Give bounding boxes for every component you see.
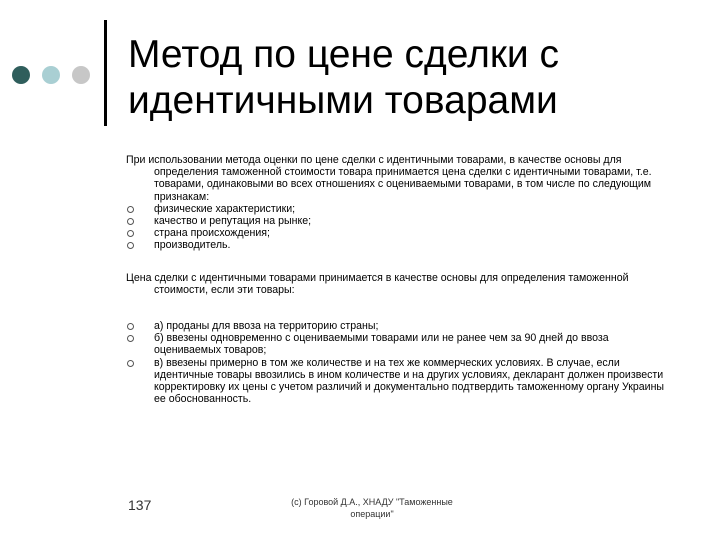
features-list — [126, 203, 666, 252]
footer-credit: (с) Горовой Д.А., ХНАДУ "Таможенные операции" — [291, 497, 453, 519]
conditions-intro: Цена сделки с идентичными товарами принимается в качестве основы для определения таможенной стоимости, если эти товары: — [126, 271, 629, 296]
bullet-icon — [127, 323, 134, 330]
dot-dark-teal — [12, 66, 30, 84]
slide-body — [126, 154, 666, 405]
list-item-text: страна происхождения; — [154, 227, 270, 240]
list-item — [126, 357, 666, 406]
page-number: 137 — [128, 497, 152, 513]
list-item-text: физические характеристики; — [154, 202, 296, 215]
bullet-icon — [127, 242, 134, 249]
title-divider — [104, 20, 107, 126]
intro-paragraph: При использовании метода оценки по цене сделки с идентичными товарами, в качестве основы для определения таможенной стоимости товара принимается цена сделки с идентичными товарами, т.е. товарами, одинаковыми во всех отношениях с оцениваемыми товарами, в том числе по следующим признакам: — [126, 154, 652, 203]
list-item — [126, 320, 666, 332]
bullet-icon — [127, 230, 134, 237]
list-item-text: в) ввезены примерно в том же количестве и на тех же коммерческих условиях. В случае, если идентичные товары ввозились в ином количестве и на других условиях, декларант должен произвести корректировку их цены с учетом различий и документально подтвердить таможенному органу Украины ее обоснованность. — [154, 356, 665, 406]
list-item — [126, 215, 666, 227]
list-item — [126, 203, 666, 215]
decorative-dots — [12, 66, 96, 86]
bullet-icon — [127, 335, 134, 342]
conditions-list — [126, 320, 666, 405]
bullet-icon — [127, 360, 134, 367]
slide-title: Метод по цене сделки с идентичными товарами — [128, 33, 560, 122]
dot-light-teal — [42, 66, 60, 84]
list-item-text: б) ввезены одновременно с оцениваемыми товарами или не ранее чем за 90 дней до ввоза оцениваемых товаров; — [154, 332, 609, 357]
list-item-text: а) проданы для ввоза на территорию страны; — [154, 320, 379, 333]
list-item-text: качество и репутация на рынке; — [154, 215, 312, 228]
list-item — [126, 239, 666, 251]
list-item — [126, 332, 666, 356]
list-item-text: производитель. — [154, 239, 231, 252]
bullet-icon — [127, 206, 134, 213]
list-item — [126, 227, 666, 239]
dot-gray — [72, 66, 90, 84]
bullet-icon — [127, 218, 134, 225]
